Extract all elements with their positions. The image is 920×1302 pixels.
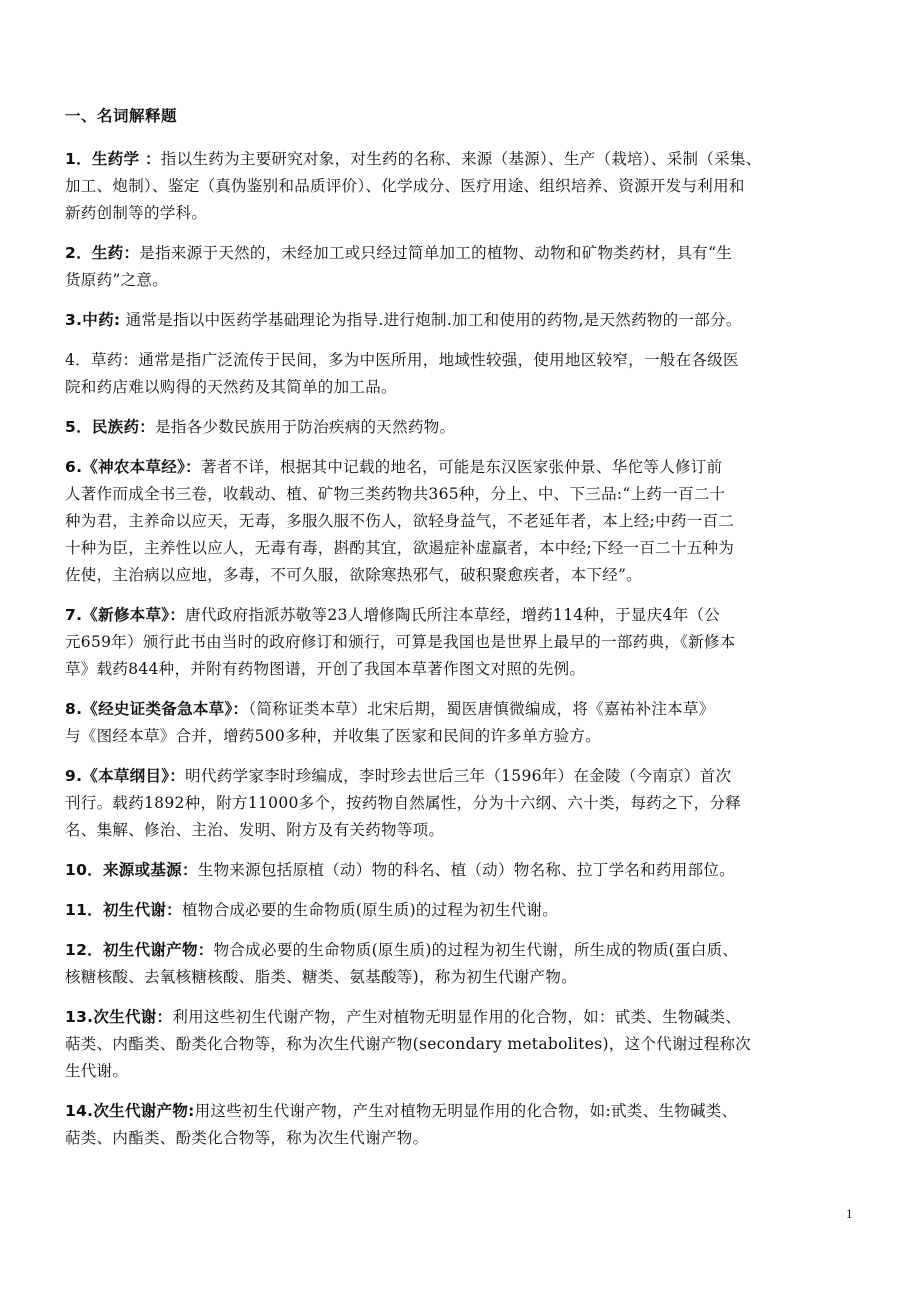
entry-text: 唐代政府指派苏敬等23人增修陶氏所注本草经，增药114种，于显庆4年（公 xyxy=(185,606,721,624)
entry-term: 13.次生代谢： xyxy=(65,1008,173,1026)
entry-line: 种为君，主养命以应天，无毒，多服久服不伤人，欲轻身益气，不老延年者，本上经;中药一百二 xyxy=(65,512,735,530)
entry-term: 11．初生代谢： xyxy=(65,901,182,919)
entry-text: 通常是指以中医药学基础理论为指导.进行炮制.加工和使用的药物,是天然药物的一部分。 xyxy=(120,311,742,329)
entry-line xyxy=(65,857,865,884)
entry-line xyxy=(65,696,865,723)
entry-term: 8.《经史证类备急本草》： xyxy=(65,700,249,718)
entry-term: 12．初生代谢产物： xyxy=(65,941,214,959)
definition-entry-7 xyxy=(65,602,865,683)
entry-text: 是指各少数民族用于防治疾病的天然药物。 xyxy=(155,418,456,436)
entry-line: 刊行。载药1892种，附方11000多个，按药物自然属性，分为十六纲、六十类，每药之下，分释 xyxy=(65,794,742,812)
entry-text: 明代药学家李时珍编成，李时珍去世后三年（1596年）在金陵（今南京）首次 xyxy=(185,767,732,785)
entry-line: 货原药”之意。 xyxy=(65,271,169,289)
definition-entry-12 xyxy=(65,937,865,991)
definition-entry-3 xyxy=(65,307,865,334)
entry-term: 9.《本草纲目》： xyxy=(65,767,186,785)
entry-term: 6.《神农本草经》： xyxy=(65,458,201,476)
definition-entry-9 xyxy=(65,763,865,844)
entry-line: 佐使，主治病以应地，多毒，不可久服，欲除寒热邪气，破积聚愈疾者，本下经”。 xyxy=(65,566,643,584)
entry-line xyxy=(65,602,865,629)
entry-term: 3.中药: xyxy=(65,311,121,329)
entry-term: 1．生药学 ： xyxy=(65,150,161,168)
entry-line: 生代谢。 xyxy=(65,1062,129,1080)
entry-line: 新药创制等的学科。 xyxy=(65,204,208,222)
definition-entry-14 xyxy=(65,1098,865,1152)
entry-term: 10．来源或基源： xyxy=(65,861,198,879)
section-heading: 一、名词解释题 xyxy=(65,107,178,125)
entry-line xyxy=(65,763,865,790)
entry-text: 通常是指广泛流传于民间，多为中医所用，地域性较强，使用地区较窄，一般在各级医 xyxy=(138,351,739,369)
entry-line: 元659年）颁行此书由当时的政府修订和颁行，可算是我国也是世界上最早的一部药典，《新修本 xyxy=(65,633,736,651)
definition-entry-8 xyxy=(65,696,865,750)
entry-term: 5．民族药： xyxy=(65,418,156,436)
entry-line: 人著作而成全书三卷，收载动、植、矿物三类药物共365种，分上、中、下三品:“上药一百二十 xyxy=(65,485,726,503)
definition-entry-1 xyxy=(65,146,865,227)
entry-line xyxy=(65,937,865,964)
entry-text: （简称证类本草）北宋后期，蜀医唐慎微编成，将《嘉祐补注本草》 xyxy=(248,700,715,718)
entry-term: 2．生药： xyxy=(65,244,140,262)
entry-text: 用这些初生代谢产物，产生对植物无明显作用的化合物，如:甙类、生物碱类、 xyxy=(194,1102,738,1120)
page-number: 1 xyxy=(846,1206,853,1221)
entry-line xyxy=(65,414,865,441)
entry-text: 著者不详，根据其中记载的地名，可能是东汉医家张仲景、华佗等人修订前 xyxy=(200,458,723,476)
definition-entry-10 xyxy=(65,857,865,884)
entry-line: 草》载药844种，并附有药物图谱，开创了我国本草著作图文对照的先例。 xyxy=(65,660,586,678)
entry-term: 4．草药： xyxy=(65,351,139,369)
entry-line xyxy=(65,454,865,481)
entry-line xyxy=(65,146,865,173)
definition-entry-11 xyxy=(65,897,865,924)
entry-line: 院和药店难以购得的天然药及其简单的加工品。 xyxy=(65,378,397,396)
entry-line: 加工、炮制）、鉴定（真伪鉴别和品质评价）、化学成分、医疗用途、组织培养、资源开发与利用和 xyxy=(65,177,745,195)
definition-entry-5 xyxy=(65,414,865,441)
entry-text: 是指来源于天然的，未经加工或只经过简单加工的植物、动物和矿物类药材，具有“生 xyxy=(139,244,733,262)
entry-text: 生物来源包括原植（动）物的科名、植（动）物名称、拉丁学名和药用部位。 xyxy=(197,861,735,879)
entry-text: 指以生药为主要研究对象，对生药的名称、来源（基源）、生产（栽培）、采制（采集、 xyxy=(160,150,762,168)
entry-line xyxy=(65,1098,865,1125)
entry-term: 7.《新修本草》： xyxy=(65,606,186,624)
document-page xyxy=(65,104,865,1165)
entry-line xyxy=(65,897,865,924)
entry-text: 物合成必要的生命物质(原生质)的过程为初生代谢，所生成的物质(蛋白质、 xyxy=(213,941,739,959)
entry-line xyxy=(65,307,865,334)
entry-line: 十种为臣，主养性以应人，无毒有毒，斟酌其宜，欲遏症补虚羸者，本中经;下经一百二十五种为 xyxy=(65,539,735,557)
definition-entry-2 xyxy=(65,240,865,294)
entry-text: 植物合成必要的生命物质(原生质)的过程为初生代谢。 xyxy=(181,901,559,919)
entry-line xyxy=(65,1004,865,1031)
definition-entry-6 xyxy=(65,454,865,589)
entry-line: 名、集解、修治、主治、发明、附方及有关药物等项。 xyxy=(65,821,445,839)
entry-line xyxy=(65,240,865,267)
entry-line: 与《图经本草》合并，增药500多种，并收集了医家和民间的许多单方验方。 xyxy=(65,727,602,745)
entry-line: 萜类、内酯类、酚类化合物等，称为次生代谢产物(secondary metabolites)，这个代谢过程称次 xyxy=(65,1035,752,1053)
entry-line: 萜类、内酯类、酚类化合物等，称为次生代谢产物。 xyxy=(65,1129,429,1147)
entry-text: 利用这些初生代谢产物，产生对植物无明显作用的化合物，如：甙类、生物碱类、 xyxy=(172,1008,742,1026)
entry-term: 14.次生代谢产物: xyxy=(65,1102,195,1120)
entry-line xyxy=(65,347,865,374)
definition-entry-4 xyxy=(65,347,865,401)
definition-entry-13 xyxy=(65,1004,865,1085)
entry-line: 核糖核酸、去氧核糖核酸、脂类、糖类、氨基酸等)，称为初生代谢产物。 xyxy=(65,968,577,986)
